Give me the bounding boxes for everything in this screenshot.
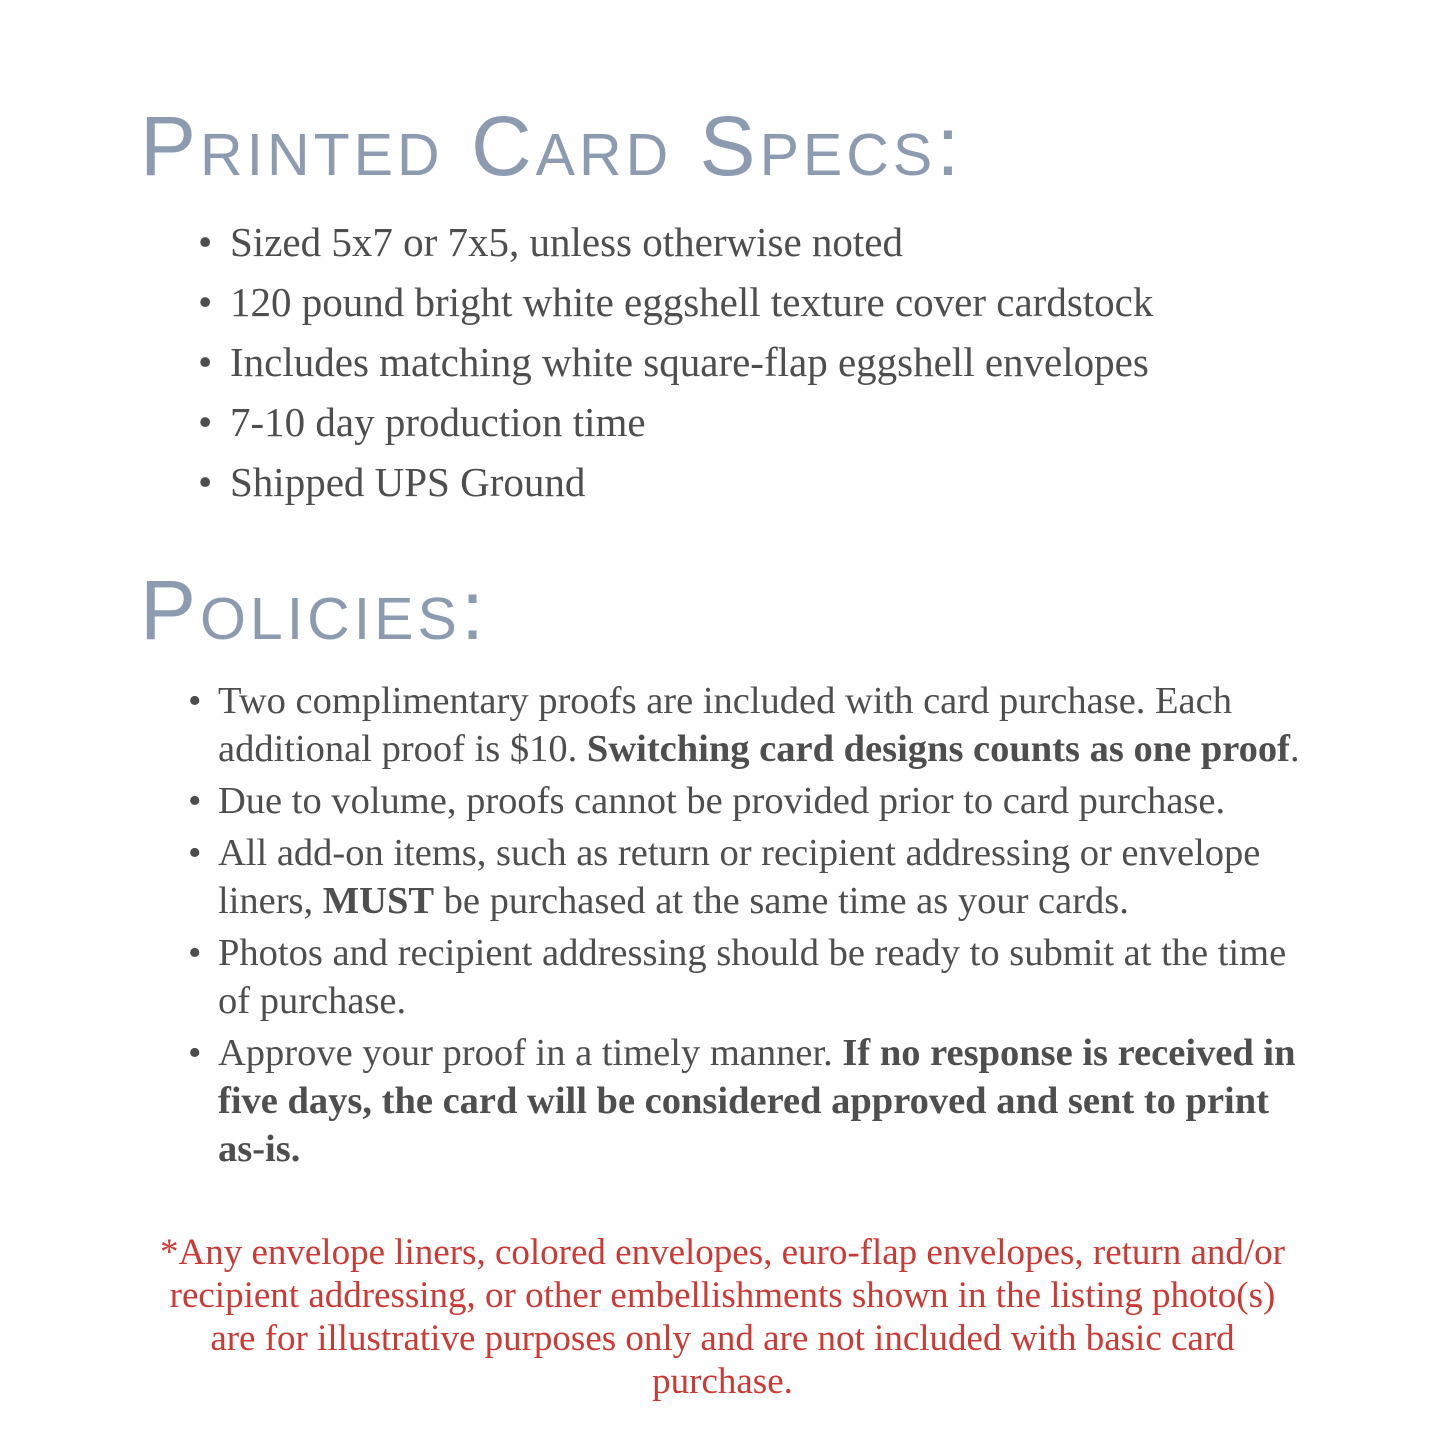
spec-item-text: 120 pound bright white eggshell texture cover cardstock [230, 279, 1154, 326]
list-item [188, 677, 1305, 773]
spec-item-text: 7-10 day production time [230, 399, 646, 446]
specs-heading: Printed Card Specs: [140, 99, 964, 193]
policy-item-text: All add-on items, such as return or recipient addressing or envelope liners, [218, 831, 1261, 922]
list-item [198, 218, 1305, 266]
policy-item-text: be purchased at the same time as your cards. [434, 879, 1129, 922]
policies-list [188, 677, 1305, 1173]
list-item [198, 338, 1305, 386]
list-item [188, 1029, 1305, 1173]
disclaimer-note: *Any envelope liners, colored envelopes, euro-flap envelopes, return and/or recipient addressing, or other embellishments shown in the listing photo(s) are for illustrative purposes only and are not included with basic card purchase. [159, 1231, 1285, 1402]
policy-item-text: Two complimentary proofs are included with card purchase. Each additional proof is $10. [218, 679, 1232, 770]
spec-item-text: Sized 5x7 or 7x5, unless otherwise noted [230, 219, 903, 266]
policy-item-bold-text: If no response is received in five days, the card will be considered approved and sent to print as-is. [218, 1031, 1296, 1170]
policy-item-text: Due to volume, proofs cannot be provided prior to card purchase. [218, 779, 1226, 822]
policy-item-text: Photos and recipient addressing should be ready to submit at the time of purchase. [218, 931, 1287, 1022]
spec-item-text: Shipped UPS Ground [230, 459, 586, 506]
policy-item-bold-text: MUST [322, 879, 435, 922]
list-item [188, 929, 1305, 1025]
list-item [198, 398, 1305, 446]
specs-list [198, 218, 1305, 506]
list-item [188, 829, 1305, 925]
policy-item-text: Approve your proof in a timely manner. [218, 1031, 843, 1074]
policy-item-bold-text: Switching card designs counts as one proof [586, 727, 1290, 770]
policy-item-text: . [1290, 727, 1300, 770]
list-item [188, 777, 1305, 825]
list-item [198, 458, 1305, 506]
list-item [198, 278, 1305, 326]
spec-item-text: Includes matching white square-flap eggshell envelopes [230, 339, 1149, 386]
policies-heading: Policies: [140, 563, 489, 658]
